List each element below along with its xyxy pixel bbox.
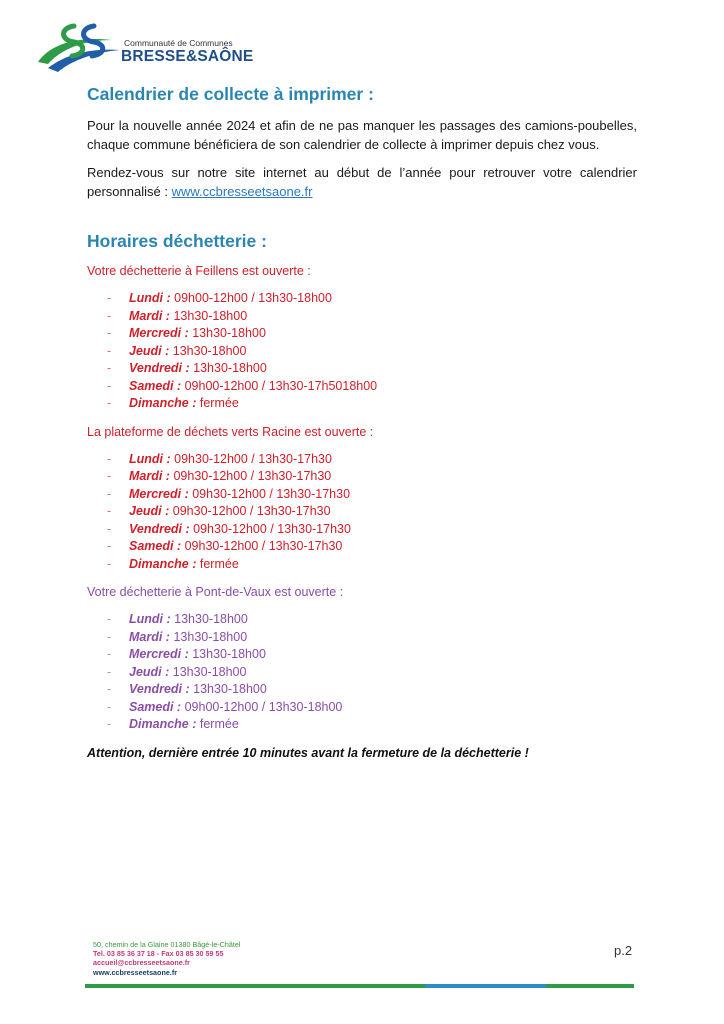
swoosh-logo-icon [30,18,130,80]
day-hours: 13h30-18h00 [173,629,248,644]
day-hours: 13h30-18h00 [193,361,267,375]
day-hours: 13h30-18h00 [174,612,248,626]
list-item: - Dimanche : fermée [107,556,239,571]
pontdevaux-hours-list [107,611,637,734]
day-hours: 09h30-12h00 / 13h30-17h30 [172,504,331,518]
calendar-link-paragraph [87,164,637,201]
day-hours: fermée [199,556,239,571]
day-label: Vendredi : [129,682,190,696]
feillens-hours-list [107,290,637,413]
day-hours: fermée [199,717,239,731]
footer-contact [93,940,240,977]
link-intro-text: Rendez-vous sur notre site internet au début de l’année pour retrouver votre calendrier personnalisé : [87,165,637,199]
day-label: Vendredi : [129,521,190,536]
page-number: p.2 [614,943,633,958]
list-item: - Jeudi : 13h30-18h00 [107,664,247,679]
website-link[interactable]: www.ccbresseetsaone.fr [171,183,313,199]
footer-address: 50, chemin de la Glaine 01380 Bâgé-le-Châtel [93,940,241,949]
day-hours: 13h30-18h00 [172,343,247,358]
list-item: - Jeudi : 09h30-12h00 / 13h30-17h30 [107,504,331,518]
day-label: Lundi : [129,291,171,305]
list-item: - Mercredi : 13h30-18h00 [107,326,266,340]
day-hours: fermée [199,396,239,410]
list-item: - Lundi : 09h00-12h00 / 13h30-18h00 [107,291,332,305]
organization-logo [30,18,270,80]
day-label: Lundi : [129,612,171,626]
footer-color-bar [85,984,634,988]
day-hours: 13h30-18h00 [192,326,266,340]
day-label: Samedi : [129,539,182,553]
day-label: Jeudi : [129,664,170,679]
day-label: Jeudi : [129,504,170,518]
day-label: Mercredi : [129,647,189,661]
day-hours: 13h30-18h00 [172,664,247,679]
day-hours: 09h30-12h00 / 13h30-17h30 [184,539,343,553]
feillens-intro: Votre déchetterie à Feillens est ouverte : [87,264,311,278]
day-label: Lundi : [129,451,171,466]
day-hours: 09h00-12h00 / 13h30-17h5018h00 [184,378,378,393]
day-hours: 09h30-12h00 / 13h30-17h30 [193,521,351,536]
list-item: - Jeudi : 13h30-18h00 [107,343,247,358]
list-item: - Samedi : 09h00-12h00 / 13h30-18h00 [107,699,343,714]
day-label: Mercredi : [129,326,189,340]
list-item: - Lundi : 13h30-18h00 [107,612,248,626]
list-item: - Samedi : 09h00-12h00 / 13h30-17h5018h00 [107,378,378,393]
day-label: Samedi : [129,378,182,393]
day-hours: 13h30-18h00 [193,682,267,696]
day-label: Dimanche : [129,396,197,410]
day-label: Vendredi : [129,361,190,375]
day-label: Dimanche : [129,717,197,731]
warning-notice: Attention, dernière entrée 10 minutes avant la fermeture de la déchetterie ! [87,745,529,760]
footer-email[interactable]: accueil@ccbresseetsaone.fr [93,958,190,968]
list-item: - Samedi : 09h30-12h00 / 13h30-17h30 [107,539,343,553]
day-label: Jeudi : [129,343,170,358]
racine-hours-list [107,451,637,574]
list-item: - Dimanche : fermée [107,396,239,410]
day-label: Mercredi : [129,486,189,501]
list-item: - Vendredi : 09h30-12h00 / 13h30-17h30 [107,521,351,536]
hours-section [87,231,637,760]
list-item: - Vendredi : 13h30-18h00 [107,361,267,375]
hours-heading: Horaires déchetterie : [87,231,267,251]
list-item: - Lundi : 09h30-12h00 / 13h30-17h30 [107,451,332,466]
logo-subtitle: Communauté de Communes [124,38,233,48]
list-item: - Dimanche : fermée [107,717,239,731]
racine-intro: La plateforme de déchets verts Racine est ouverte : [87,424,374,439]
day-hours: 13h30-18h00 [173,308,248,323]
day-hours: 09h00-12h00 / 13h30-18h00 [174,291,332,305]
day-label: Mardi : [129,308,170,323]
list-item: - Mercredi : 13h30-18h00 [107,647,266,661]
day-label: Mardi : [129,629,170,644]
list-item: - Mardi : 09h30-12h00 / 13h30-17h30 [107,469,332,483]
pontdevaux-intro: Votre déchetterie à Pont-de-Vaux est ouverte : [87,585,344,599]
calendar-heading: Calendrier de collecte à imprimer : [87,84,374,104]
list-item: - Mardi : 13h30-18h00 [107,308,248,323]
day-hours: 09h00-12h00 / 13h30-18h00 [184,699,343,714]
day-hours: 09h30-12h00 / 13h30-17h30 [173,469,332,483]
list-item: - Mardi : 13h30-18h00 [107,629,248,644]
day-label: Dimanche : [129,556,197,571]
main-content [87,84,637,760]
day-label: Mardi : [129,469,170,483]
day-hours: 09h30-12h00 / 13h30-17h30 [192,486,351,501]
list-item: - Mercredi : 09h30-12h00 / 13h30-17h30 [107,486,351,501]
footer-phone: Tel. 03 85 36 37 18 - Fax 03 85 30 59 55 [93,949,224,959]
calendar-section [87,84,637,201]
calendar-paragraph: Pour la nouvelle année 2024 et afin de ne pas manquer les passages des camions-poubelles, chaque commune bénéficiera de son calendrier de collecte à imprimer depuis chez vous. [87,118,637,152]
list-item: - Vendredi : 13h30-18h00 [107,682,267,696]
day-hours: 13h30-18h00 [192,647,266,661]
footer-website[interactable]: www.ccbresseetsaone.fr [93,967,178,977]
logo-title: BRESSE&SAÔNE [121,48,254,65]
day-label: Samedi : [129,699,182,714]
day-hours: 09h30-12h00 / 13h30-17h30 [174,451,332,466]
